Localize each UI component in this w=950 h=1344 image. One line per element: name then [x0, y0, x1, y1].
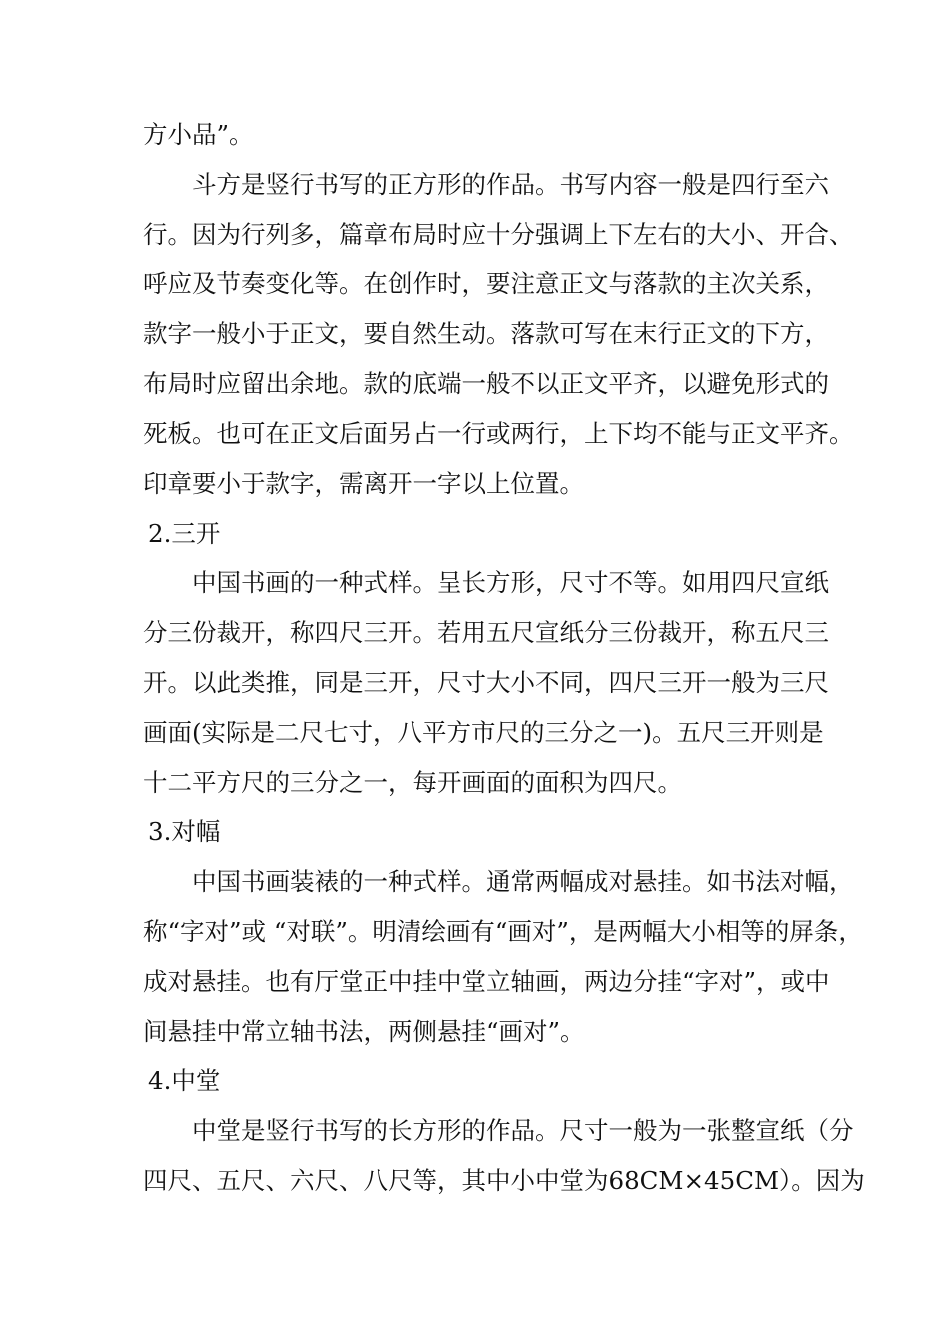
paragraph-line: 中堂是竖行书写的长方形的作品。尺寸一般为一张整宣纸（分 [192, 1116, 854, 1145]
paragraph-line: 行。因为行列多，篇章布局时应十分强调上下左右的大小、开合、 [143, 220, 854, 249]
paragraph-line: 分三份裁开，称四尺三开。若用五尺宣纸分三份裁开，称五尺三 [143, 618, 829, 647]
paragraph-line: 印章要小于款字，需离开一字以上位置。 [143, 469, 584, 498]
paragraph-line: 画面(实际是二尺七寸，八平方市尺的三分之一)。五尺三开则是 [143, 718, 824, 747]
paragraph-line: 死板。也可在正文后面另占一行或两行，上下均不能与正文平齐。 [143, 419, 854, 448]
paragraph-line: 中国书画装裱的一种式样。通常两幅成对悬挂。如书法对幅， [192, 867, 854, 896]
paragraph-line: 四尺、五尺、六尺、八尺等，其中小中堂为68CM×45CM）。因为 [143, 1166, 865, 1195]
section-heading: 2.三开 [148, 519, 221, 548]
paragraph-line: 呼应及节奏变化等。在创作时，要注意正文与落款的主次关系， [143, 269, 829, 298]
paragraph-line: 方小品”。 [143, 120, 254, 149]
paragraph-line: 布局时应留出余地。款的底端一般不以正文平齐，以避免形式的 [143, 369, 829, 398]
paragraph-line: 成对悬挂。也有厅堂正中挂中堂立轴画，两边分挂“字对”，或中 [143, 967, 830, 996]
paragraph-line: 中国书画的一种式样。呈长方形，尺寸不等。如用四尺宣纸 [192, 568, 829, 597]
section-heading: 4.中堂 [148, 1066, 221, 1095]
paragraph-line: 十二平方尺的三分之一，每开画面的面积为四尺。 [143, 768, 682, 797]
paragraph-line: 称“字对”或 “对联”。明清绘画有“画对”，是两幅大小相等的屏条， [143, 917, 863, 946]
paragraph-line: 开。以此类推，同是三开，尺寸大小不同，四尺三开一般为三尺 [143, 668, 829, 697]
paragraph-line: 间悬挂中常立轴书法，两侧悬挂“画对”。 [143, 1017, 585, 1046]
paragraph-line: 斗方是竖行书写的正方形的作品。书写内容一般是四行至六 [192, 170, 829, 199]
paragraph-line: 款字一般小于正文，要自然生动。落款可写在末行正文的下方， [143, 319, 829, 348]
section-heading: 3.对幅 [148, 817, 221, 846]
